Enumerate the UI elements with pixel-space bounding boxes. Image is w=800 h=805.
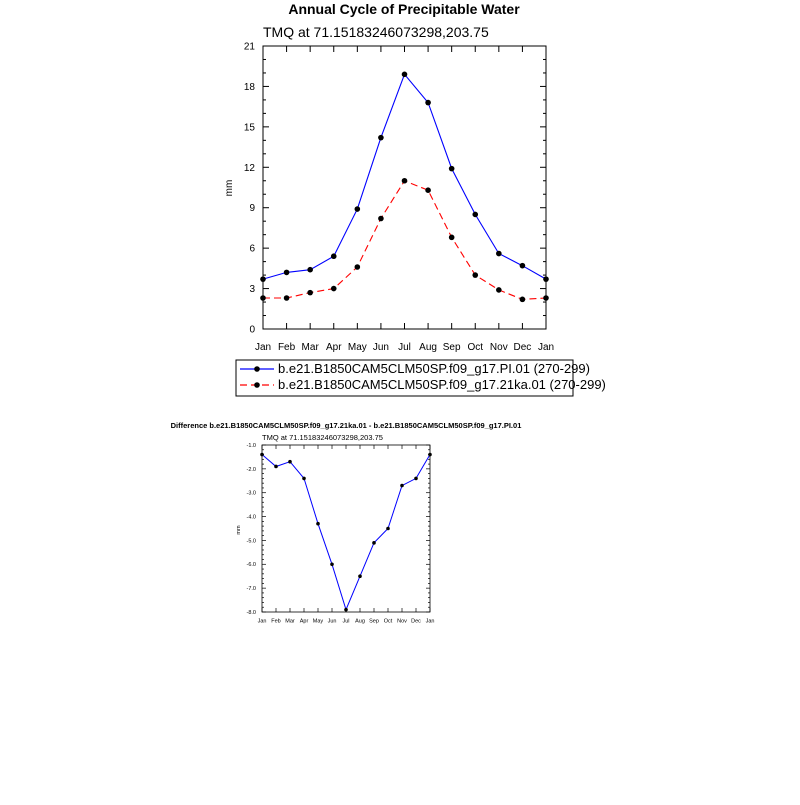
- data-point-series2-aug: [425, 187, 431, 193]
- chart1-subtitle: TMQ at 71.15183246073298,203.75: [263, 24, 489, 40]
- x-tick-label: Jul: [398, 342, 411, 353]
- y-tick-label: 12: [243, 162, 255, 174]
- data-point-series2-oct: [472, 272, 478, 278]
- x-tick-label: Feb: [277, 342, 296, 353]
- data-point-series2-sep: [449, 235, 455, 241]
- chart2-series: [260, 453, 432, 612]
- series-line-1: [263, 74, 546, 279]
- x-tick-label: Jul: [342, 618, 350, 625]
- data-point-series1-oct: [472, 212, 478, 218]
- chart1-ylabel: mm: [224, 179, 235, 197]
- data-point-series1-feb: [274, 465, 278, 469]
- x-tick-label: May: [312, 618, 324, 625]
- y-tick-label: -5.0: [246, 538, 256, 545]
- chart2-axes: [247, 443, 435, 625]
- data-point-series2-jun: [378, 216, 384, 222]
- data-point-series1-jun: [378, 135, 384, 141]
- data-point-series2-feb: [284, 295, 290, 301]
- chart2-plot-frame: [262, 445, 430, 612]
- x-tick-label: Aug: [355, 618, 365, 625]
- x-tick-label: Jun: [327, 618, 337, 625]
- data-point-series1-nov: [496, 251, 502, 257]
- y-tick-label: -2.0: [246, 466, 256, 473]
- x-tick-label: Sep: [369, 618, 379, 625]
- y-tick-label: 21: [243, 41, 255, 53]
- legend-swatch-marker-series1: [254, 366, 260, 372]
- data-point-series1-oct: [386, 527, 390, 531]
- x-tick-label: Apr: [325, 342, 342, 353]
- y-tick-label: 9: [249, 203, 255, 215]
- data-point-series1-aug: [358, 574, 362, 578]
- chart2-ylabel: mm: [236, 525, 242, 535]
- legend-label-series2: b.e21.B1850CAM5CLM50SP.f09_g17.21ka.01 (270-299): [278, 377, 606, 392]
- data-point-series2-mar: [307, 290, 313, 296]
- data-point-series2-dec: [520, 297, 526, 303]
- data-point-series2-may: [355, 264, 361, 270]
- data-point-series2-nov: [496, 287, 502, 293]
- series-line-1: [262, 455, 430, 610]
- data-point-series2-jul: [402, 178, 408, 184]
- x-tick-label: Apr: [299, 618, 309, 625]
- x-tick-label: Dec: [411, 618, 421, 625]
- data-point-series1-sep: [449, 166, 455, 172]
- y-tick-label: 18: [243, 81, 255, 93]
- x-tick-label: Jan: [537, 342, 555, 353]
- data-point-series1-mar: [288, 460, 292, 464]
- x-tick-label: Oct: [467, 342, 484, 353]
- data-point-series1-jul: [344, 608, 348, 612]
- data-point-series1-dec: [414, 477, 418, 481]
- y-tick-label: -6.0: [246, 562, 256, 569]
- data-point-series1-jan: [543, 276, 549, 282]
- data-point-series1-apr: [331, 253, 337, 259]
- x-tick-label: Jun: [372, 342, 389, 353]
- y-tick-label: -4.0: [246, 514, 256, 521]
- x-tick-label: Mar: [301, 342, 319, 353]
- data-point-series1-jan: [260, 276, 266, 282]
- x-tick-label: Jan: [425, 618, 435, 625]
- legend-swatch-marker-series2: [254, 382, 260, 388]
- y-tick-label: -3.0: [246, 490, 256, 497]
- x-tick-label: Jan: [254, 342, 272, 353]
- y-tick-label: -8.0: [246, 609, 256, 616]
- x-tick-label: Jan: [257, 618, 267, 625]
- chart1-series: [260, 72, 549, 303]
- data-point-series1-nov: [400, 484, 404, 488]
- data-point-series1-jan: [428, 453, 432, 457]
- data-point-series1-apr: [302, 477, 306, 481]
- x-tick-label: Feb: [271, 618, 281, 625]
- y-tick-label: -1.0: [246, 442, 256, 449]
- x-tick-label: May: [347, 342, 367, 353]
- chart1-title: Annual Cycle of Precipitable Water: [288, 1, 520, 17]
- chart2-subtitle: TMQ at 71.15183246073298,203.75: [262, 433, 383, 442]
- y-tick-label: 15: [243, 122, 255, 134]
- data-point-series2-apr: [331, 286, 337, 292]
- x-tick-label: Mar: [285, 618, 295, 625]
- legend-label-series1: b.e21.B1850CAM5CLM50SP.f09_g17.PI.01 (270-299): [278, 361, 590, 376]
- x-tick-label: Nov: [397, 618, 407, 625]
- series-line-2: [263, 181, 546, 300]
- chart1-plot-frame: [263, 46, 546, 329]
- data-point-series1-may: [316, 522, 320, 526]
- chart2-title: Difference b.e21.B1850CAM5CLM50SP.f09_g17.21ka.01 - b.e21.B1850CAM5CLM50SP.f09_g17.PI.01: [170, 421, 522, 430]
- data-point-series1-sep: [372, 541, 376, 545]
- x-tick-label: Oct: [383, 618, 393, 625]
- data-point-series2-jan: [543, 295, 549, 301]
- data-point-series1-feb: [284, 270, 290, 276]
- data-point-series1-may: [355, 206, 361, 212]
- chart1-legend: [236, 360, 606, 396]
- data-point-series2-jan: [260, 295, 266, 301]
- y-tick-label: -7.0: [246, 586, 256, 593]
- x-tick-label: Aug: [419, 342, 437, 353]
- data-point-series1-jul: [402, 72, 408, 78]
- data-point-series1-jun: [330, 562, 334, 566]
- x-tick-label: Nov: [489, 342, 508, 353]
- data-point-series1-aug: [425, 100, 431, 106]
- data-point-series1-dec: [520, 263, 526, 269]
- y-tick-label: 3: [249, 284, 255, 296]
- x-tick-label: Dec: [513, 342, 532, 353]
- x-tick-label: Sep: [442, 342, 461, 353]
- data-point-series1-mar: [307, 267, 313, 273]
- data-point-series1-jan: [260, 453, 264, 457]
- y-tick-label: 0: [249, 324, 255, 336]
- y-tick-label: 6: [249, 243, 255, 255]
